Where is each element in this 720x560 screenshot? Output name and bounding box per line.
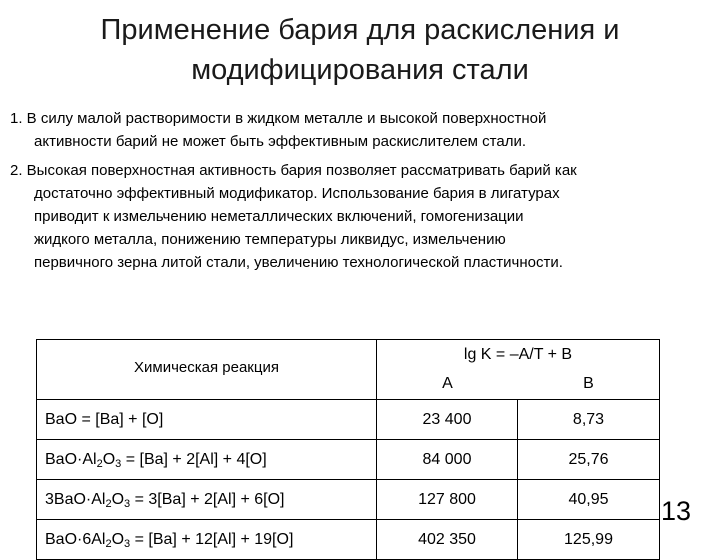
title-line-1: Применение бария для раскисления и (100, 14, 620, 46)
reaction-table (36, 339, 660, 560)
point-2-line-4: жидкого металла, понижению температуры ликвидус, измельчению (34, 231, 506, 248)
point-1 (10, 107, 700, 153)
point-2-line-5: первичного зерна литой стали, увеличению технологической пластичности. (34, 254, 563, 271)
reaction-cell: $BaO\cdot Al_2O_3 = [Ba] + 2[Al] + 4[O]$ (37, 440, 377, 480)
header-a: A (442, 374, 453, 392)
reaction-cell: $3BaO\cdot Al_2O_3 = 3[Ba] + 2[Al] + 6[O]$ (37, 480, 377, 520)
value-b-cell: 8,73 (518, 400, 660, 440)
point-1-line-2: активности барий не может быть эффективным раскислителем стали. (34, 133, 527, 150)
point-2 (10, 159, 700, 274)
slide-title (40, 10, 680, 90)
value-a-cell: 84 000 (377, 440, 518, 480)
title-line-2: модифицирования стали (191, 54, 529, 86)
value-b-cell: 25,76 (518, 440, 660, 480)
point-2-line-2: достаточно эффективный модификатор. Использование бария в лигатурах (34, 185, 560, 202)
value-a-cell: 402 350 (377, 520, 518, 560)
point-2-line-3: приводит к измельчению неметаллических включений, гомогенизации (34, 208, 524, 225)
value-a-cell: 23 400 (377, 400, 518, 440)
header-reaction-label: Химическая реакция (134, 359, 279, 376)
table-row (37, 440, 660, 480)
header-b: B (583, 374, 594, 392)
value-b-cell: 40,95 (518, 480, 660, 520)
header-reaction (37, 340, 377, 400)
table-row (37, 400, 660, 440)
point-1-line-1: 1. В силу малой растворимости в жидком металле и высокой поверхностной (10, 110, 547, 127)
page-number: 13 (661, 496, 692, 526)
value-a-cell: 127 800 (377, 480, 518, 520)
point-2-line-1: 2. Высокая поверхностная активность бария позволяет рассматривать барий как (10, 162, 577, 179)
header-equation-cell (377, 340, 660, 400)
reaction-cell: $BaO\cdot 6Al_2O_3 = [Ba] + 12[Al] + 19[O]$ (37, 520, 377, 560)
header-ab (377, 369, 659, 399)
header-equation: lg K = –A/T + B (463, 345, 573, 363)
value-b-cell: 125,99 (518, 520, 660, 560)
table-header-row (37, 340, 660, 400)
table-row (37, 480, 660, 520)
reaction-cell: BaO = [Ba] + [O] (37, 400, 377, 440)
